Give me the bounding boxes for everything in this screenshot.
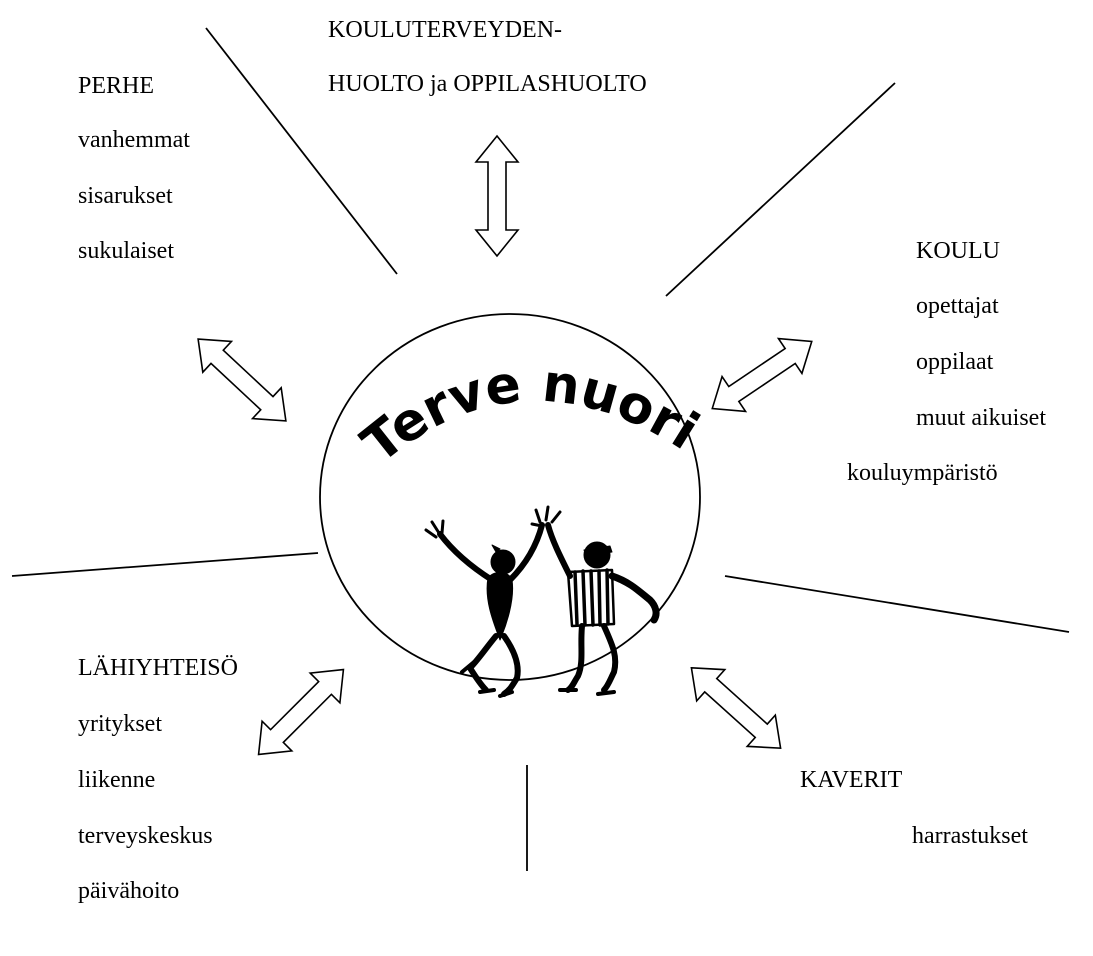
friends-title: KAVERIT bbox=[800, 767, 903, 793]
center-title: Terve nuori bbox=[351, 353, 709, 476]
family-title: PERHE bbox=[78, 73, 155, 99]
divider-line-left bbox=[12, 553, 318, 576]
double-arrow-icon bbox=[184, 324, 300, 437]
school-item: opettajat bbox=[916, 293, 999, 319]
double-arrow-icon bbox=[476, 136, 518, 256]
divider-line-top-right bbox=[666, 83, 895, 296]
community-item: yritykset bbox=[78, 711, 162, 737]
school-item: muut aikuiset bbox=[916, 405, 1046, 431]
family-item: sisarukset bbox=[78, 183, 173, 209]
divider-line-top-left bbox=[206, 28, 397, 274]
double-arrow-icon bbox=[677, 652, 794, 764]
community-item: päivähoito bbox=[78, 878, 180, 904]
family-item: sukulaiset bbox=[78, 238, 174, 264]
school-item: oppilaat bbox=[916, 349, 994, 375]
school-title: KOULU bbox=[916, 238, 1000, 264]
dancing-figures-icon bbox=[426, 507, 656, 696]
double-arrow-icon bbox=[701, 324, 824, 426]
friends-item: harrastukset bbox=[912, 823, 1028, 849]
double-arrow-icon bbox=[244, 655, 359, 770]
community-item: terveyskeskus bbox=[78, 823, 213, 849]
community-item: liikenne bbox=[78, 767, 156, 793]
school-health-title-line2: HUOLTO ja OPPILASHUOLTO bbox=[328, 71, 647, 97]
family-item: vanhemmat bbox=[78, 127, 190, 153]
community-title: LÄHIYHTEISÖ bbox=[78, 655, 238, 681]
school-item: kouluympäristö bbox=[847, 460, 998, 486]
divider-line-right bbox=[725, 576, 1069, 632]
school-health-title-line1: KOULUTERVEYDEN- bbox=[328, 17, 563, 43]
